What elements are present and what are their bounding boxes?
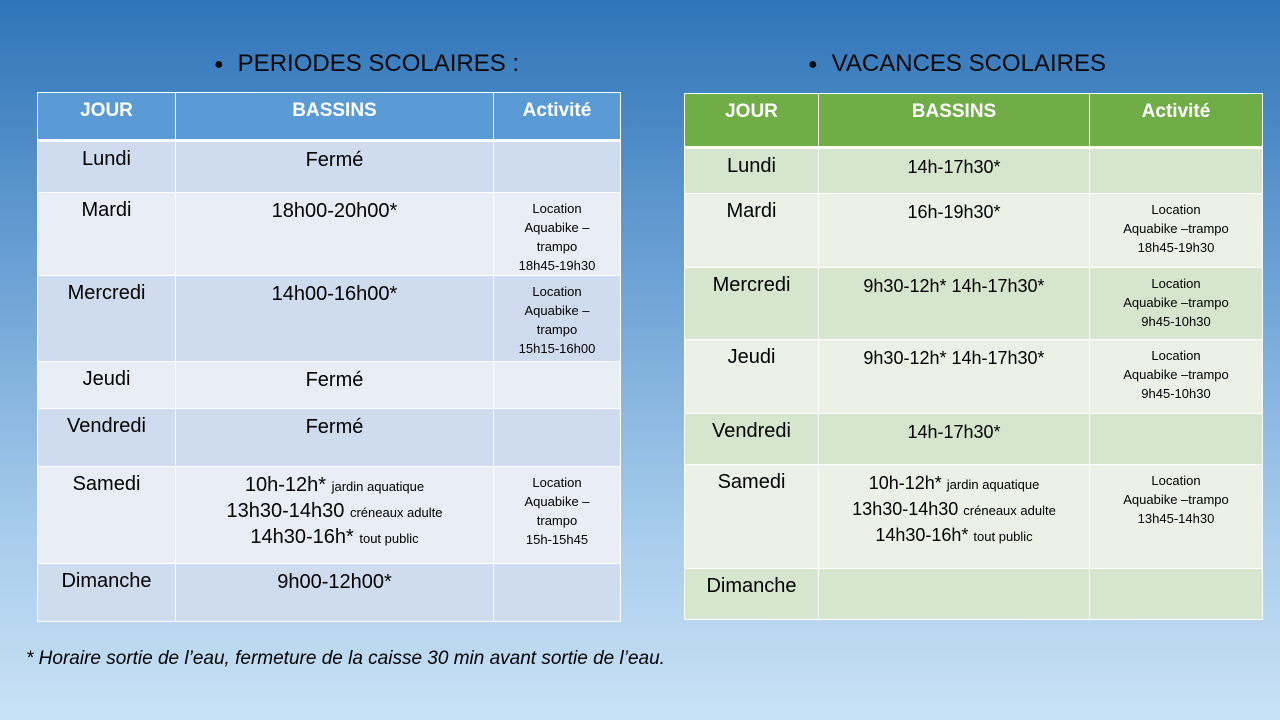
bassin-hours: 14h30-16h*	[875, 525, 969, 545]
bassin-note: jardin aquatique	[946, 477, 1040, 492]
bassin-hours: Fermé	[305, 149, 364, 171]
activity-line: Location	[532, 201, 582, 216]
bassin-note: tout public	[973, 529, 1033, 544]
right-title	[808, 50, 1106, 78]
table-row	[38, 467, 621, 564]
activity-line: Aquabike –trampo	[1123, 221, 1229, 236]
table-row	[38, 409, 621, 467]
bassin-cell	[819, 414, 1090, 465]
bassin-line	[176, 199, 493, 224]
bassin-hours: 10h-12h*	[868, 473, 942, 493]
activity-cell	[1090, 194, 1263, 268]
day-cell: Samedi	[38, 467, 176, 564]
bassin-line	[176, 368, 493, 393]
bassin-note: créneaux adulte	[963, 503, 1056, 518]
school-periods-table	[37, 92, 621, 622]
bassin-hours: 10h-12h*	[244, 474, 327, 496]
activity-cell	[494, 141, 621, 193]
bassin-line	[176, 415, 493, 440]
right-title-text: VACANCES SCOLAIRES	[831, 50, 1106, 77]
activity-cell	[1090, 148, 1263, 194]
bassin-cell	[819, 194, 1090, 268]
day-cell: Mercredi	[38, 276, 176, 362]
bassin-line	[176, 570, 493, 595]
table-row	[685, 569, 1263, 620]
bassin-note: créneaux adulte	[349, 505, 443, 520]
table-row	[38, 193, 621, 276]
day-cell: Lundi	[685, 148, 819, 194]
bassin-hours: 9h30-12h* 14h-17h30*	[863, 348, 1045, 368]
table-row	[685, 148, 1263, 194]
day-cell: Dimanche	[38, 564, 176, 622]
bassin-cell	[176, 276, 494, 362]
activity-line: trampo	[536, 513, 578, 528]
bassin-hours: 16h-19h30*	[907, 202, 1001, 222]
activity-cell	[494, 467, 621, 564]
day-cell: Jeudi	[685, 340, 819, 414]
activity-cell	[494, 276, 621, 362]
day-cell: Mercredi	[685, 268, 819, 340]
bassin-hours: Fermé	[305, 416, 364, 438]
activity-cell	[1090, 414, 1263, 465]
activity-line: 9h45-10h30	[1141, 314, 1211, 329]
day-cell: Mardi	[685, 194, 819, 268]
table-row	[685, 268, 1263, 340]
activity-cell	[494, 362, 621, 409]
activity-line: trampo	[536, 239, 578, 254]
bassin-line	[819, 420, 1089, 445]
activity-line: 13h45-14h30	[1137, 511, 1215, 526]
table-row	[38, 564, 621, 622]
bassin-line	[176, 525, 493, 551]
bassin-cell	[819, 340, 1090, 414]
activity-cell	[1090, 268, 1263, 340]
bassin-line	[176, 282, 493, 307]
activity-cell	[1090, 465, 1263, 569]
bassin-line	[819, 274, 1089, 299]
day-cell: Vendredi	[38, 409, 176, 467]
activity-line: Aquabike –trampo	[1123, 492, 1229, 507]
footnote: * Horaire sortie de l’eau, fermeture de la caisse 30 min avant sortie de l’eau.	[26, 648, 665, 669]
bassin-hours: 14h00-16h00*	[271, 283, 398, 305]
bassin-cell	[176, 141, 494, 193]
bassin-hours: 13h30-14h30	[226, 500, 345, 522]
bassin-cell	[819, 465, 1090, 569]
day-cell: Vendredi	[685, 414, 819, 465]
activity-line: 9h45-10h30	[1141, 386, 1211, 401]
bassin-cell	[176, 409, 494, 467]
activity-line: Location	[532, 475, 582, 490]
day-cell: Dimanche	[685, 569, 819, 620]
bassin-cell	[819, 148, 1090, 194]
bassin-cell	[819, 268, 1090, 340]
header-activite: Activité	[494, 93, 621, 141]
bassin-line	[819, 155, 1089, 180]
day-cell: Samedi	[685, 465, 819, 569]
bassin-cell	[176, 362, 494, 409]
bullet-icon: ●	[214, 55, 224, 73]
activity-line: 15h15-16h00	[518, 341, 596, 356]
header-activite: Activité	[1090, 94, 1263, 148]
activity-line: trampo	[536, 322, 578, 337]
bassin-hours: Fermé	[305, 369, 364, 391]
bassin-line	[819, 471, 1089, 497]
activity-line: Location	[1151, 276, 1201, 291]
table-row	[38, 141, 621, 193]
day-cell: Jeudi	[38, 362, 176, 409]
bassin-hours: 14h-17h30*	[907, 157, 1001, 177]
bassin-cell	[176, 564, 494, 622]
activity-line: Aquabike –	[524, 494, 590, 509]
bassin-line	[819, 497, 1089, 523]
bassin-note: jardin aquatique	[331, 479, 425, 494]
bassin-line	[819, 523, 1089, 549]
activity-cell	[494, 564, 621, 622]
bassin-line	[176, 499, 493, 525]
table-row	[685, 465, 1263, 569]
bassin-hours: 14h-17h30*	[907, 422, 1001, 442]
activity-line: Aquabike –trampo	[1123, 367, 1229, 382]
left-title-text: PERIODES SCOLAIRES :	[237, 50, 520, 77]
header-jour: JOUR	[38, 93, 176, 141]
header-bassins: BASSINS	[176, 93, 494, 141]
activity-cell	[1090, 340, 1263, 414]
activity-line: Aquabike –	[524, 220, 590, 235]
left-title	[214, 50, 519, 78]
activity-line: Location	[532, 284, 582, 299]
activity-cell	[494, 193, 621, 276]
table-row	[38, 362, 621, 409]
header-bassins: BASSINS	[819, 94, 1090, 148]
bassin-line	[819, 200, 1089, 225]
bassin-hours: 14h30-16h*	[250, 526, 354, 548]
bassin-line	[176, 473, 493, 499]
table-row	[685, 340, 1263, 414]
bassin-line	[819, 346, 1089, 371]
bassin-hours: 13h30-14h30	[852, 499, 959, 519]
activity-line: Location	[1151, 473, 1201, 488]
bassin-note: tout public	[359, 531, 419, 546]
bassin-hours: 18h00-20h00*	[271, 200, 398, 222]
activity-cell	[494, 409, 621, 467]
bassin-line	[176, 148, 493, 173]
school-holidays-table	[684, 93, 1263, 620]
day-cell: Mardi	[38, 193, 176, 276]
activity-line: 15h-15h45	[525, 532, 589, 547]
activity-line: Aquabike –trampo	[1123, 295, 1229, 310]
header-jour: JOUR	[685, 94, 819, 148]
bassin-hours: 9h00-12h00*	[277, 571, 392, 593]
activity-line: 18h45-19h30	[1137, 240, 1215, 255]
activity-line: Location	[1151, 202, 1201, 217]
table-row	[685, 414, 1263, 465]
bullet-icon: ●	[808, 55, 818, 73]
activity-cell	[1090, 569, 1263, 620]
activity-line: 18h45-19h30	[518, 258, 596, 273]
activity-line: Location	[1151, 348, 1201, 363]
bassin-cell	[819, 569, 1090, 620]
day-cell: Lundi	[38, 141, 176, 193]
table-row	[38, 276, 621, 362]
bassin-cell	[176, 193, 494, 276]
activity-line: Aquabike –	[524, 303, 590, 318]
bassin-cell	[176, 467, 494, 564]
table-row	[685, 194, 1263, 268]
bassin-hours: 9h30-12h* 14h-17h30*	[863, 276, 1045, 296]
